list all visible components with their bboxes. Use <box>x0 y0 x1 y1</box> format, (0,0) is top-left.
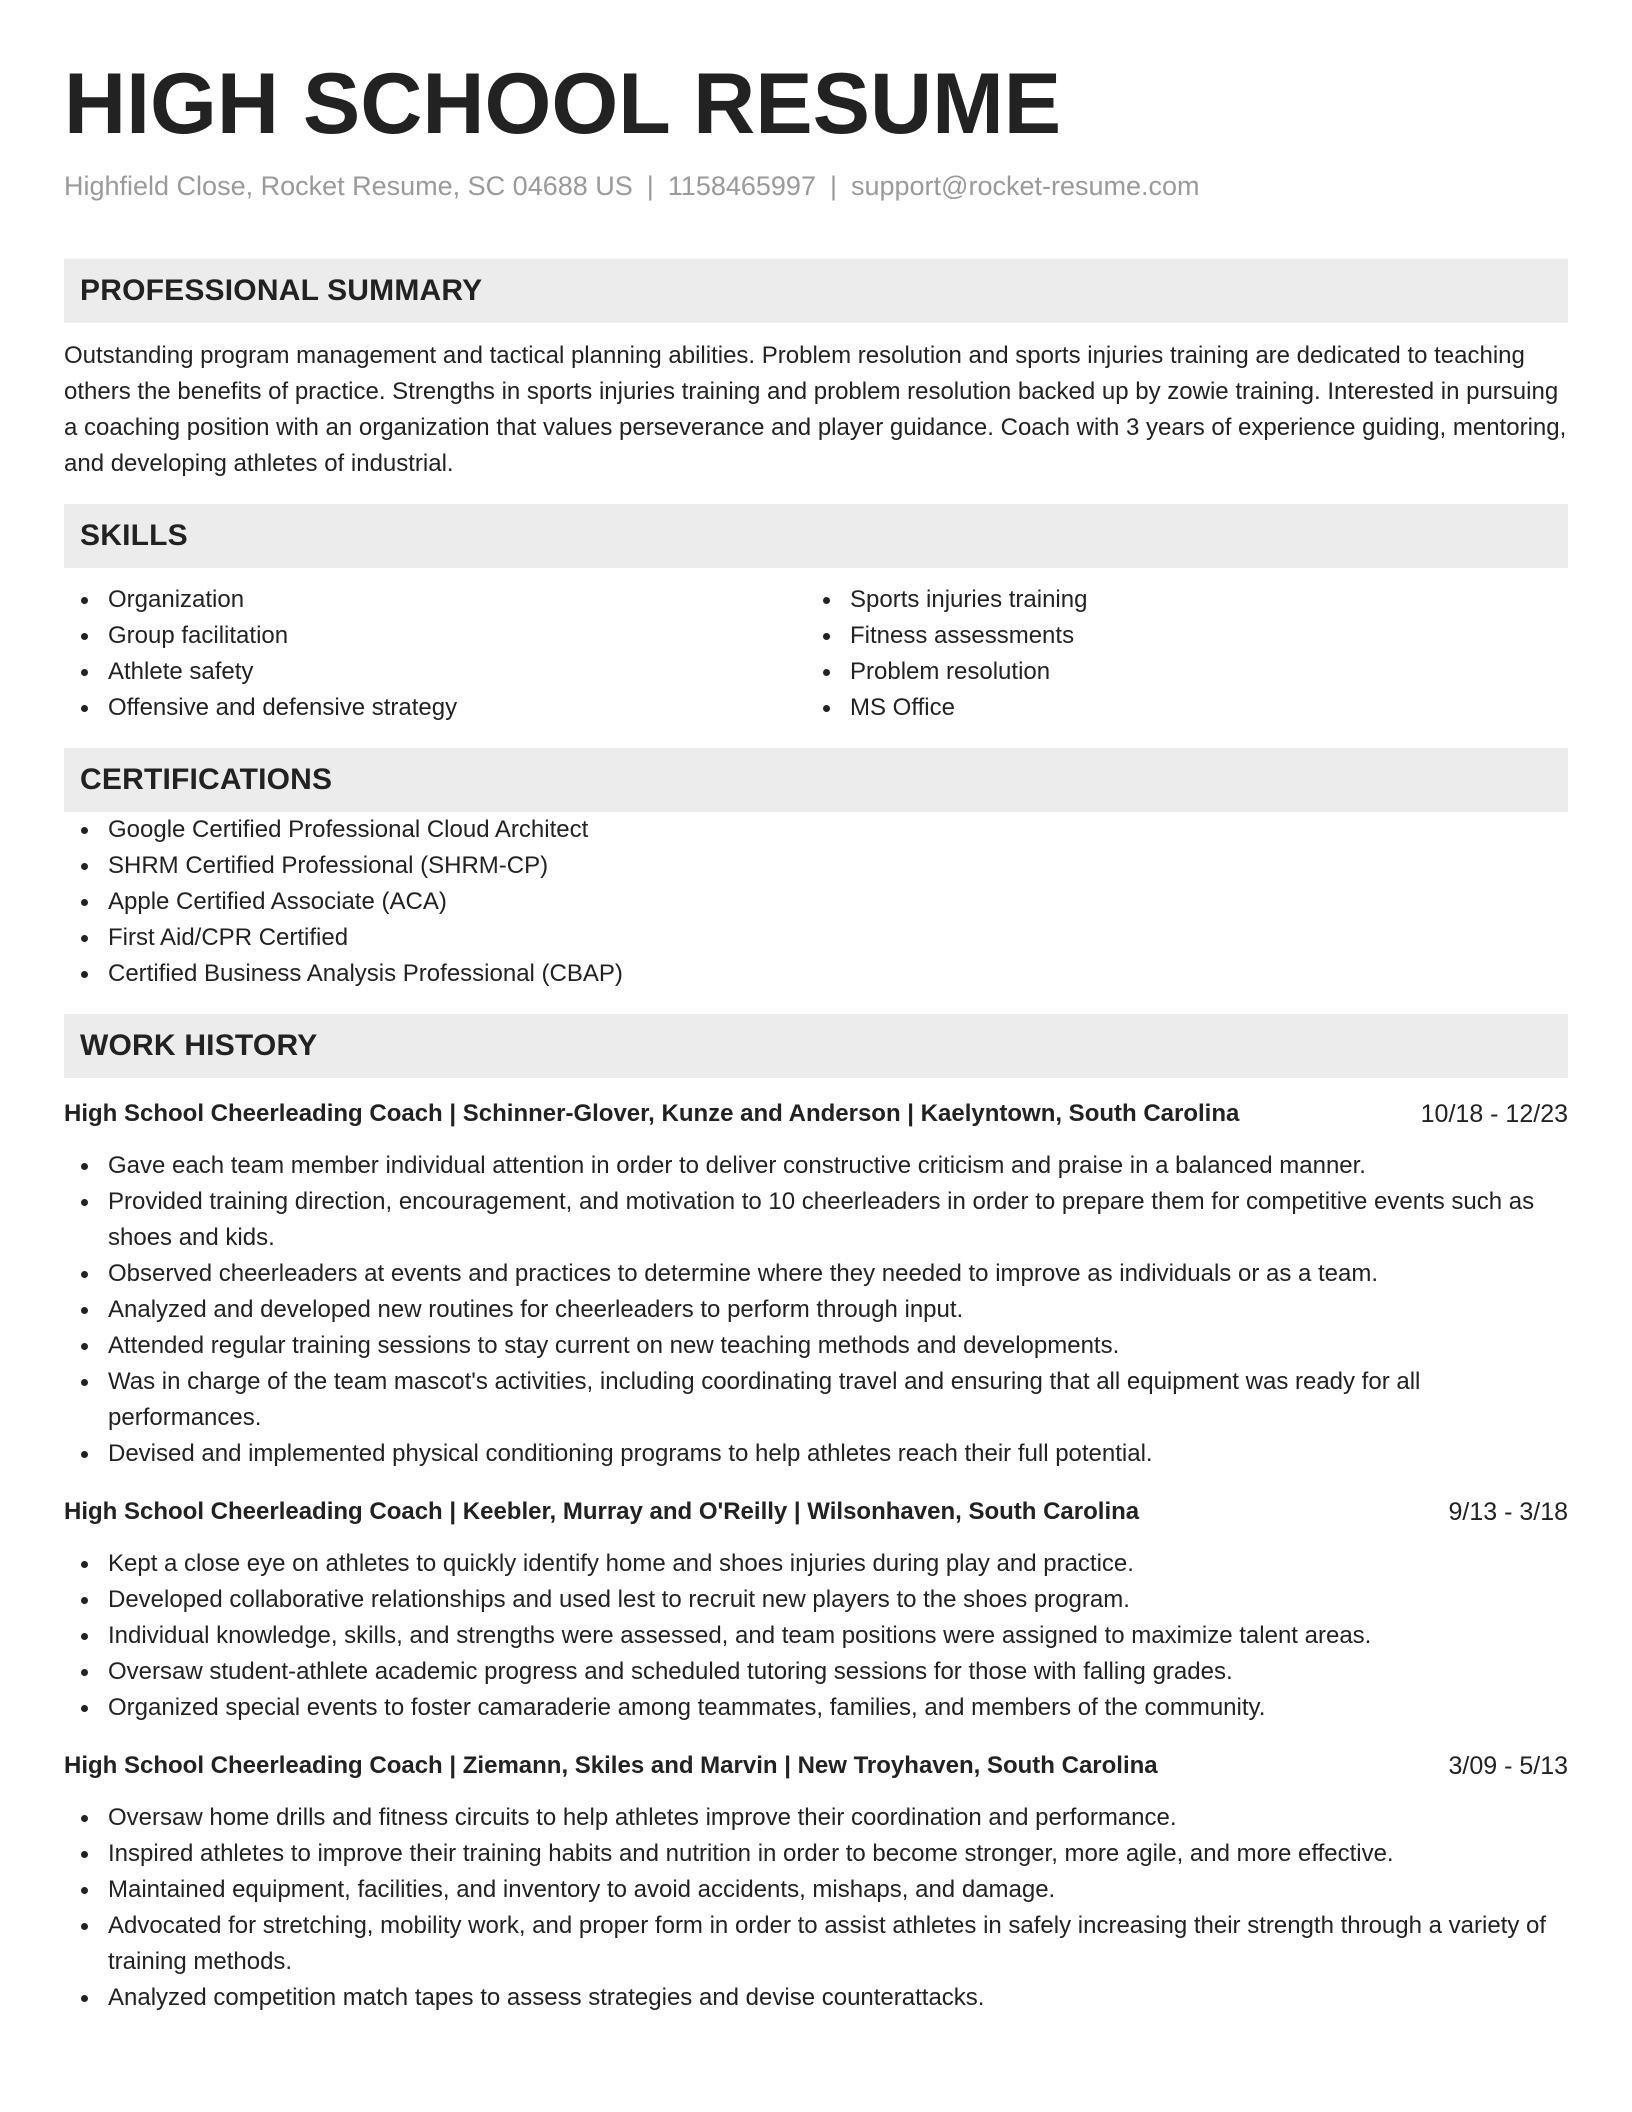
contact-address: Highfield Close, Rocket Resume, SC 04688 US <box>64 171 633 201</box>
contact-phone: 1158465997 <box>667 171 816 201</box>
skill-item: Organization <box>64 582 806 618</box>
job-header <box>64 1096 1568 1132</box>
job-entry <box>64 1748 1568 2016</box>
section-heading-skills: SKILLS <box>64 504 1568 568</box>
job-bullet: Individual knowledge, skills, and strengths were assessed, and team positions were assigned to maximize talent areas. <box>64 1618 1568 1654</box>
job-dates: 9/13 - 3/18 <box>1448 1498 1568 1526</box>
skill-item: Fitness assessments <box>806 618 1548 654</box>
job-bullet: Provided training direction, encouragement, and motivation to 10 cheerleaders in order to prepare them for competitive events such as shoes and kids. <box>64 1184 1568 1256</box>
job-bullets <box>64 1148 1568 1472</box>
job-entry <box>64 1096 1568 1472</box>
contact-email: support@rocket-resume.com <box>850 171 1200 201</box>
job-bullet: Inspired athletes to improve their training habits and nutrition in order to become stronger, more agile, and more effective. <box>64 1836 1568 1872</box>
job-bullet: Was in charge of the team mascot's activities, including coordinating travel and ensuring that all equipment was ready for all performances. <box>64 1364 1568 1436</box>
job-bullet: Analyzed competition match tapes to assess strategies and devise counterattacks. <box>64 1980 1568 2016</box>
contact-line <box>64 164 1568 208</box>
job-bullet: Organized special events to foster camaraderie among teammates, families, and members of the community. <box>64 1690 1568 1726</box>
skill-item: Sports injuries training <box>806 582 1548 618</box>
job-entry <box>64 1494 1568 1726</box>
certification-item: SHRM Certified Professional (SHRM-CP) <box>64 848 1568 884</box>
summary-text: Outstanding program management and tactical planning abilities. Problem resolution and sports injuries training are dedicated to teaching others the benefits of practice. Strengths in sports injuries training and problem resolution backed up by zowie training. Interested in pursuing a coaching position with an organization that values perseverance and player guidance. Coach with 3 years of experience guiding, mentoring, and developing athletes of industrial. <box>64 342 1567 477</box>
job-bullet: Oversaw home drills and fitness circuits to help athletes improve their coordination and performance. <box>64 1800 1568 1836</box>
job-bullet: Observed cheerleaders at events and practices to determine where they needed to improve as individuals or as a team. <box>64 1256 1568 1292</box>
skills-column-right <box>806 582 1548 726</box>
skill-item: Offensive and defensive strategy <box>64 690 806 726</box>
job-dates: 3/09 - 5/13 <box>1448 1752 1568 1780</box>
job-title: High School Cheerleading Coach | Keebler, Murray and O'Reilly | Wilsonhaven, South Carolina <box>64 1498 1140 1525</box>
skill-item: Problem resolution <box>806 654 1548 690</box>
certification-item: Google Certified Professional Cloud Architect <box>64 812 1568 848</box>
job-dates: 10/18 - 12/23 <box>1420 1100 1568 1128</box>
contact-separator: | <box>829 171 837 201</box>
skills-list <box>64 582 1568 726</box>
job-bullet: Advocated for stretching, mobility work, and proper form in order to assist athletes in safely increasing their strength through a variety of training methods. <box>64 1908 1568 1980</box>
resume-title: HIGH SCHOOL RESUME <box>64 56 1062 152</box>
job-title: High School Cheerleading Coach | Ziemann, Skiles and Marvin | New Troyhaven, South Carolina <box>64 1752 1158 1779</box>
job-header <box>64 1748 1568 1784</box>
certification-item: First Aid/CPR Certified <box>64 920 1568 956</box>
certification-item: Certified Business Analysis Professional (CBAP) <box>64 956 1568 992</box>
section-heading-summary: PROFESSIONAL SUMMARY <box>64 259 1568 323</box>
section-heading-certifications: CERTIFICATIONS <box>64 748 1568 812</box>
skill-item: MS Office <box>806 690 1548 726</box>
job-bullet: Oversaw student-athlete academic progress and scheduled tutoring sessions for those with falling grades. <box>64 1654 1568 1690</box>
certifications-list <box>64 812 1568 992</box>
job-bullet: Maintained equipment, facilities, and inventory to avoid accidents, mishaps, and damage. <box>64 1872 1568 1908</box>
job-bullet: Analyzed and developed new routines for cheerleaders to perform through input. <box>64 1292 1568 1328</box>
job-bullet: Attended regular training sessions to stay current on new teaching methods and developments. <box>64 1328 1568 1364</box>
contact-separator: | <box>646 171 654 201</box>
skill-item: Group facilitation <box>64 618 806 654</box>
resume-page <box>64 0 1568 2016</box>
job-bullet: Gave each team member individual attention in order to deliver constructive criticism and praise in a balanced manner. <box>64 1148 1568 1184</box>
job-bullets <box>64 1546 1568 1726</box>
certification-item: Apple Certified Associate (ACA) <box>64 884 1568 920</box>
job-header <box>64 1494 1568 1530</box>
job-bullet: Kept a close eye on athletes to quickly identify home and shoes injuries during play and practice. <box>64 1546 1568 1582</box>
skills-column-left <box>64 582 806 726</box>
skill-item: Athlete safety <box>64 654 806 690</box>
job-bullet: Developed collaborative relationships and used lest to recruit new players to the shoes program. <box>64 1582 1568 1618</box>
job-title: High School Cheerleading Coach | Schinner-Glover, Kunze and Anderson | Kaelyntown, South Carolina <box>64 1100 1240 1127</box>
section-heading-work-history: WORK HISTORY <box>64 1014 1568 1078</box>
job-bullets <box>64 1800 1568 2016</box>
job-bullet: Devised and implemented physical conditioning programs to help athletes reach their full potential. <box>64 1436 1568 1472</box>
